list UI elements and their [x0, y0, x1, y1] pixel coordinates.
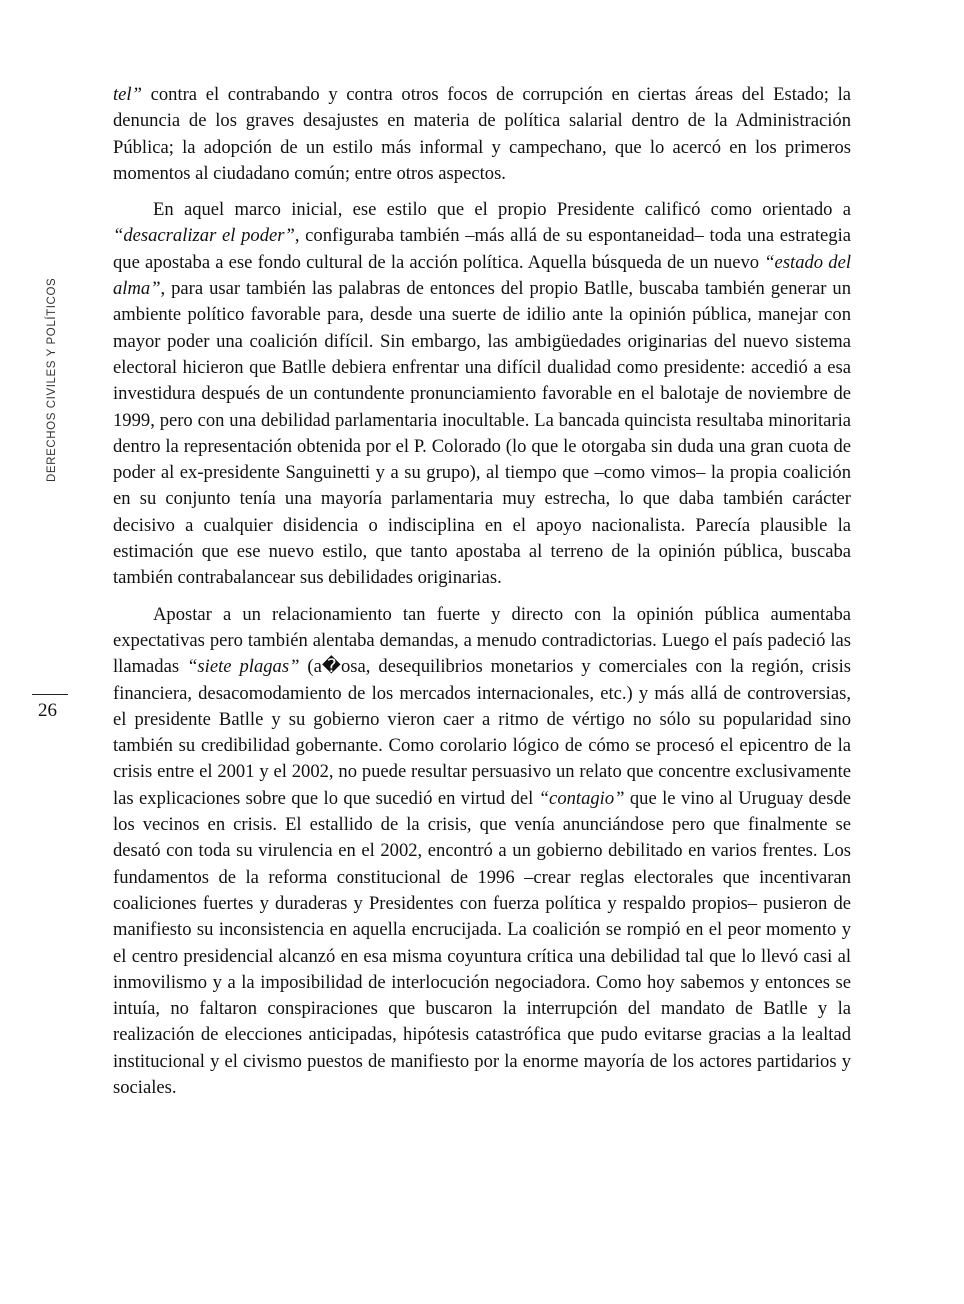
page-number-rule — [32, 694, 68, 695]
text-segment: contra el contrabando y contra otros focos de corrupción en ciertas áreas del Estado; la denuncia de los graves desajustes en materia de política salarial dentro de la Administración Pública; la adopción de un estilo más informal y campechano, que lo acercó en los primeros momentos al ciudadano común; entre otros aspectos. — [113, 84, 851, 184]
paragraph-2 — [113, 197, 851, 591]
italic-text: “desacralizar el poder” — [113, 225, 295, 247]
italic-text: “contagio” — [538, 787, 625, 809]
text-segment: que le vino al Uruguay desde los vecinos en crisis. El estallido de la crisis, que venía anunciándose pero que finalmente se desató con toda su virulencia en el 2002, encontró a un gobierno debilitado en varios frentes. Los fundamentos de la reforma constitucional de 1996 –crear reglas electorales que incentivaran coaliciones fuertes y duraderas y Presidentes con fuerza política y respaldo propios– pusieron de manifiesto su inconsistencia en aquella encrucijada. La coalición se rompió en el peor momento y el centro presidencial alcanzó en esa misma coyuntura crítica una debilidad tal que lo llevó casi al inmovilismo y a la imposibilidad de interlocución negociadora. Como hoy sabemos y entonces se intuía, no faltaron conspiraciones que buscaron la interrupción del mandato de Batlle y la realización de elecciones anticipadas, hipótesis catastrófica que pudo evitarse gracias a la lealtad institucional y el civismo puestos de manifiesto por la enorme mayoría de los actores partidarios y sociales. — [113, 787, 851, 1098]
text-segment: En aquel marco inicial, ese estilo que el propio Presidente calificó como orientado a — [153, 199, 851, 221]
running-head: DERECHOS CIVILES Y POLÍTICOS — [46, 277, 58, 482]
body-text — [113, 82, 851, 1111]
text-segment: , para usar también las palabras de entonces del propio Batlle, buscaba también generar un ambiente político favorable para, desde una suerte de idilio ante la opinión pública, manejar con mayor poder una coalición difícil. Sin embargo, las ambigüedades originarias del nuevo sistema electoral hicieron que Batlle debiera enfrentar una difícil dualidad como presidente: accedió a esa investidura después de un contundente pronunciamiento favorable en el balotaje de noviembre de 1999, pero con una debilidad parlamentaria inocultable. La bancada quincista resultaba minoritaria dentro la representación obtenida por el P. Colorado (lo que le otorgaba sin duda una gran cuota de poder al ex-presidente Sanguinetti y a su grupo), al tiempo que –como vimos– la propia coalición en su conjunto tenía una mayoría parlamentaria muy estrecha, lo que daba también carácter decisivo a cualquier disidencia o indisciplina en el apoyo nacionalista. Parecía plausible la estimación que ese nuevo estilo, que tanto apostaba al terreno de la opinión pública, buscaba también contrabalancear sus debilidades originarias. — [113, 278, 851, 589]
italic-text: “siete plagas” — [187, 656, 300, 678]
page-number: 26 — [38, 700, 57, 721]
text-segment: (a�osa, desequilibrios monetarios y comerciales con la región, crisis financiera, desacomodamiento de los mercados internacionales, etc.) y más allá de controversias, el presidente Batlle y su gobierno vieron caer a ritmo de vértigo no sólo su popularidad sino también su credibilidad gobernante. Como corolario lógico de cómo se procesó el epicentro de la crisis entre el 2001 y el 2002, no puede resultar persuasivo un relato que concentre exclusivamente las explicaciones sobre que lo que sucedió en virtud del — [113, 656, 852, 809]
paragraph-3 — [113, 602, 851, 1102]
italic-text: tel” — [113, 84, 142, 105]
italic-text: “estado del alma” — [113, 251, 851, 300]
text-segment: Apostar a un relacionamiento tan fuerte y directo con la opinión pública aumentaba expectativas pero también alentaba demandas, a menudo contradictorias. Luego el país padeció las llamadas — [113, 603, 851, 678]
text-segment: , configuraba también –más allá de su espontaneidad– toda una estrategia que apostaba a ese fondo cultural de la acción política. Aquella búsqueda de un nuevo — [113, 225, 851, 273]
paragraph-1 — [113, 82, 851, 187]
